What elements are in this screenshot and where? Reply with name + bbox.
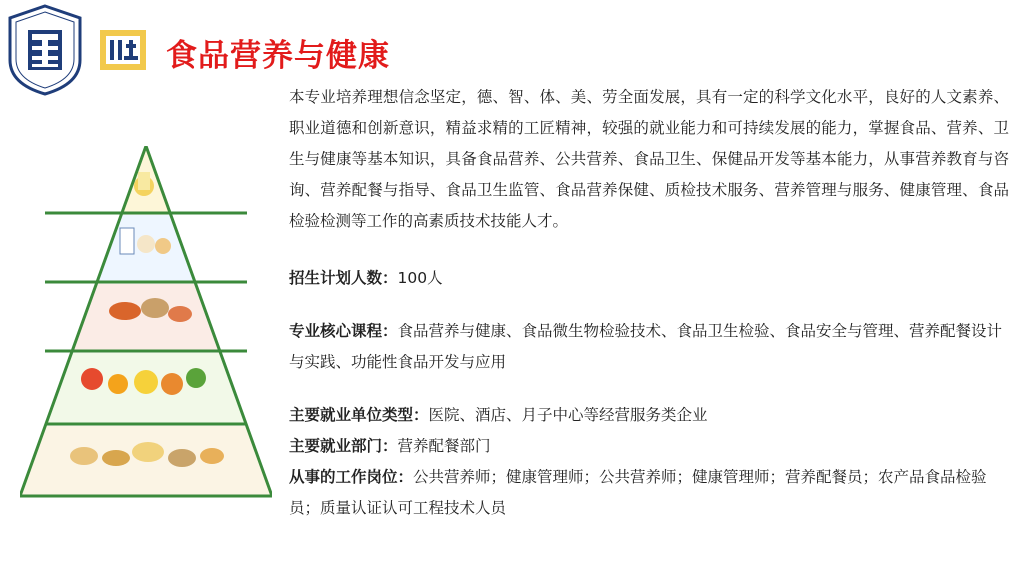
departments-line: [289, 431, 1009, 462]
employer-types-line: [289, 400, 1009, 431]
departments-value: 营养配餐部门: [397, 437, 491, 455]
food-pyramid-image: [20, 146, 272, 498]
employer-types-label: 主要就业单位类型：: [289, 406, 429, 424]
courses-line: [289, 316, 1009, 378]
courses-value: 食品营养与健康、食品微生物检验技术、食品卫生检验、食品安全与管理、营养配餐设计与实践、功能性食品开发与应用: [289, 322, 1003, 371]
departments-label: 主要就业部门：: [289, 437, 398, 455]
positions-line: [289, 462, 1009, 524]
positions-label: 从事的工作岗位：: [289, 468, 414, 486]
content-block: [289, 82, 1009, 524]
page-title: 食品营养与健康: [166, 38, 390, 74]
book-icon: [100, 28, 148, 72]
courses-label: 专业核心课程：: [289, 322, 398, 340]
positions-value: 公共营养师；健康管理师；公共营养师；健康管理师；营养配餐员；农产品食品检验员；质量认证认可工程技术人员: [289, 468, 987, 517]
enrollment-line: [289, 263, 1009, 294]
employer-types-value: 医院、酒店、月子中心等经营服务类企业: [428, 406, 708, 424]
school-logo: [6, 4, 84, 96]
enrollment-value: 100人: [397, 269, 443, 287]
intro-paragraph: 本专业培养理想信念坚定，德、智、体、美、劳全面发展，具有一定的科学文化水平，良好的人文素养、职业道德和创新意识，精益求精的工匠精神，较强的就业能力和可持续发展的能力，掌握食品、营养、卫生与健康等基本知识，具备食品营养、公共营养、食品卫生、保健品开发等基本能力，从事营养教育与咨询、营养配餐与指导、食品卫生监管、食品营养保健、质检技术服务、营养管理与服务、健康管理、食品检验检测等工作的高素质技术技能人才。: [289, 88, 1009, 230]
enrollment-label: 招生计划人数：: [289, 269, 398, 287]
